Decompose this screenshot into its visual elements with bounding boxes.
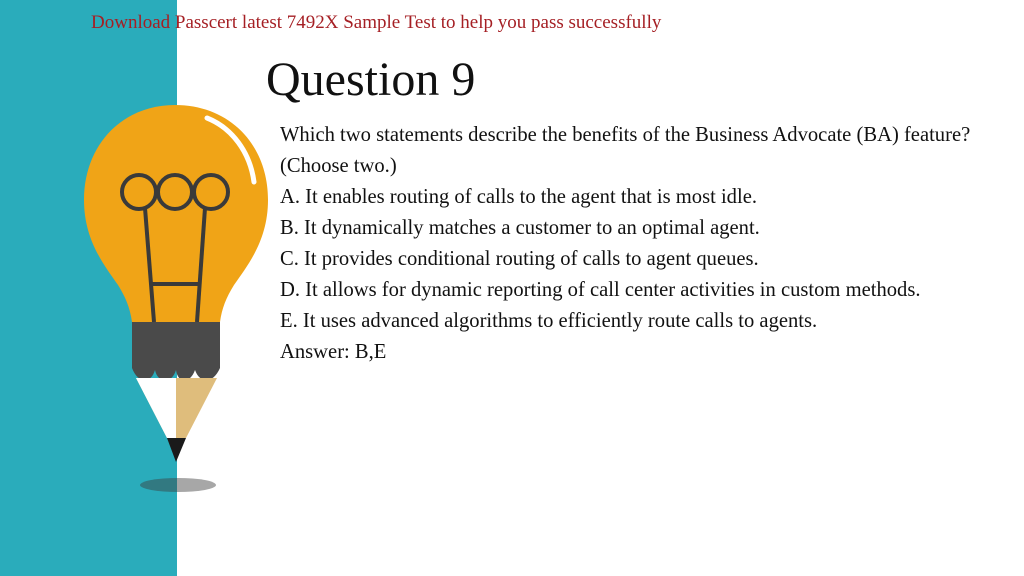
download-banner: Download Passcert latest 7492X Sample Test to help you pass successfully xyxy=(91,12,662,33)
pencil-wood-shade xyxy=(136,378,176,438)
illustration-shadow xyxy=(140,478,216,492)
question-block xyxy=(280,120,980,368)
pencil-ferrule xyxy=(132,322,220,381)
option-a: A. It enables routing of calls to the agent that is most idle. xyxy=(280,186,757,208)
pencil-lead xyxy=(167,438,186,462)
bulb-glass xyxy=(84,105,268,322)
answer-text: Answer: B,E xyxy=(280,341,387,363)
slide-title: Question 9 xyxy=(266,53,476,106)
option-b: B. It dynamically matches a customer to an optimal agent. xyxy=(280,217,760,239)
option-e: E. It uses advanced algorithms to efficiently route calls to agents. xyxy=(280,310,818,332)
question-text: Which two statements describe the benefits of the Business Advocate (BA) feature? (Choose two.) xyxy=(280,124,971,177)
option-c: C. It provides conditional routing of calls to agent queues. xyxy=(280,248,759,270)
option-d: D. It allows for dynamic reporting of call center activities in custom methods. xyxy=(280,279,921,301)
lightbulb-pencil-icon xyxy=(82,100,272,500)
